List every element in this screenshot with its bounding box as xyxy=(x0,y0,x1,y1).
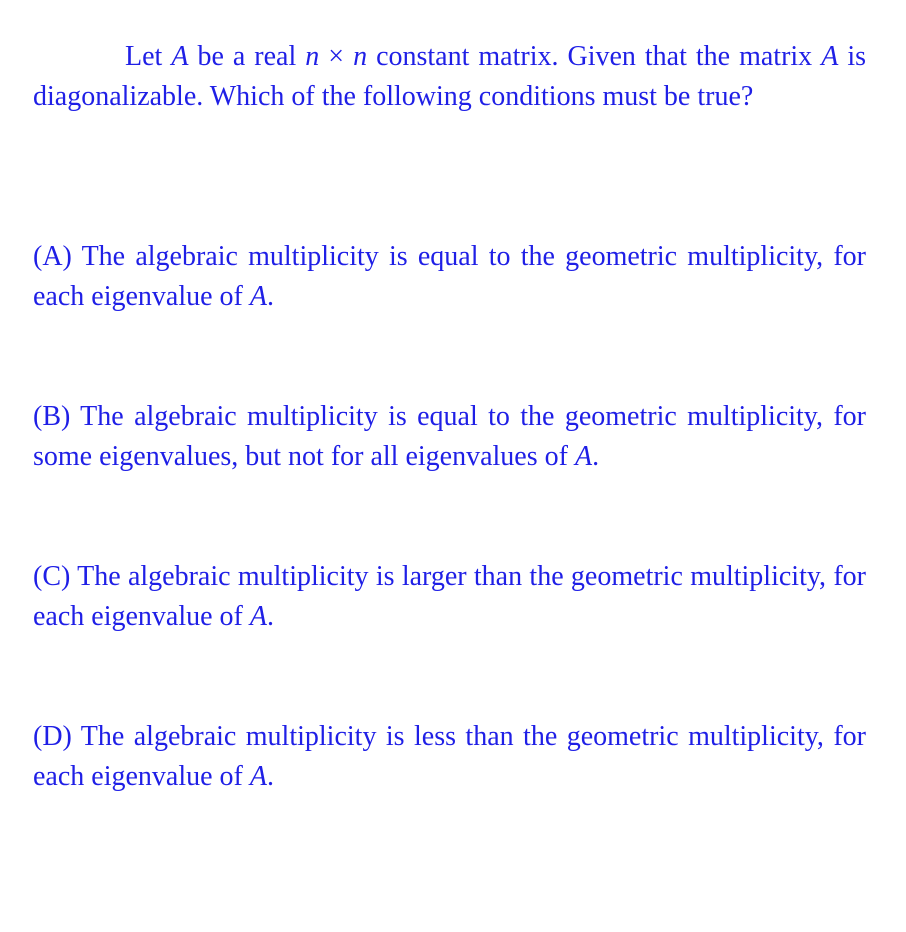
option-a-end: . xyxy=(267,281,274,312)
option-a-text: (A) The algebraic multiplicity is equal to the geometric multiplicity, for each eigenvalue of xyxy=(33,241,866,312)
times-symbol: × xyxy=(319,41,354,72)
matrix-variable: A xyxy=(249,601,267,632)
question-text xyxy=(33,37,866,117)
option-d-text: (D) The algebraic multiplicity is less than the geometric multiplicity, for each eigenvalue of xyxy=(33,721,866,792)
option-c-text: (C) The algebraic multiplicity is larger than the geometric multiplicity, for each eigenvalue of xyxy=(33,561,866,632)
option-d xyxy=(33,717,866,797)
matrix-variable: A xyxy=(574,441,593,472)
option-c xyxy=(33,557,866,637)
dimension-variable: n xyxy=(305,41,320,72)
option-a xyxy=(33,237,866,317)
matrix-variable: A xyxy=(171,41,189,72)
question-part: be a real xyxy=(188,41,306,72)
question-part: constant matrix. Given that the matrix xyxy=(367,41,822,72)
option-b xyxy=(33,397,866,477)
dimension-variable: n xyxy=(353,41,368,72)
question-part: is diagonalizable. Which of the following conditions must be true? xyxy=(33,41,866,112)
option-b-end: . xyxy=(592,441,600,472)
question-part: Let xyxy=(125,41,172,72)
matrix-variable: A xyxy=(249,761,267,792)
option-b-text: (B) The algebraic multiplicity is equal to the geometric multiplicity, for some eigenvalues, but not for all eigenvalues of xyxy=(33,401,866,472)
option-c-end: . xyxy=(267,601,274,632)
matrix-variable: A xyxy=(821,41,839,72)
matrix-variable: A xyxy=(249,281,267,312)
option-d-end: . xyxy=(267,761,274,792)
